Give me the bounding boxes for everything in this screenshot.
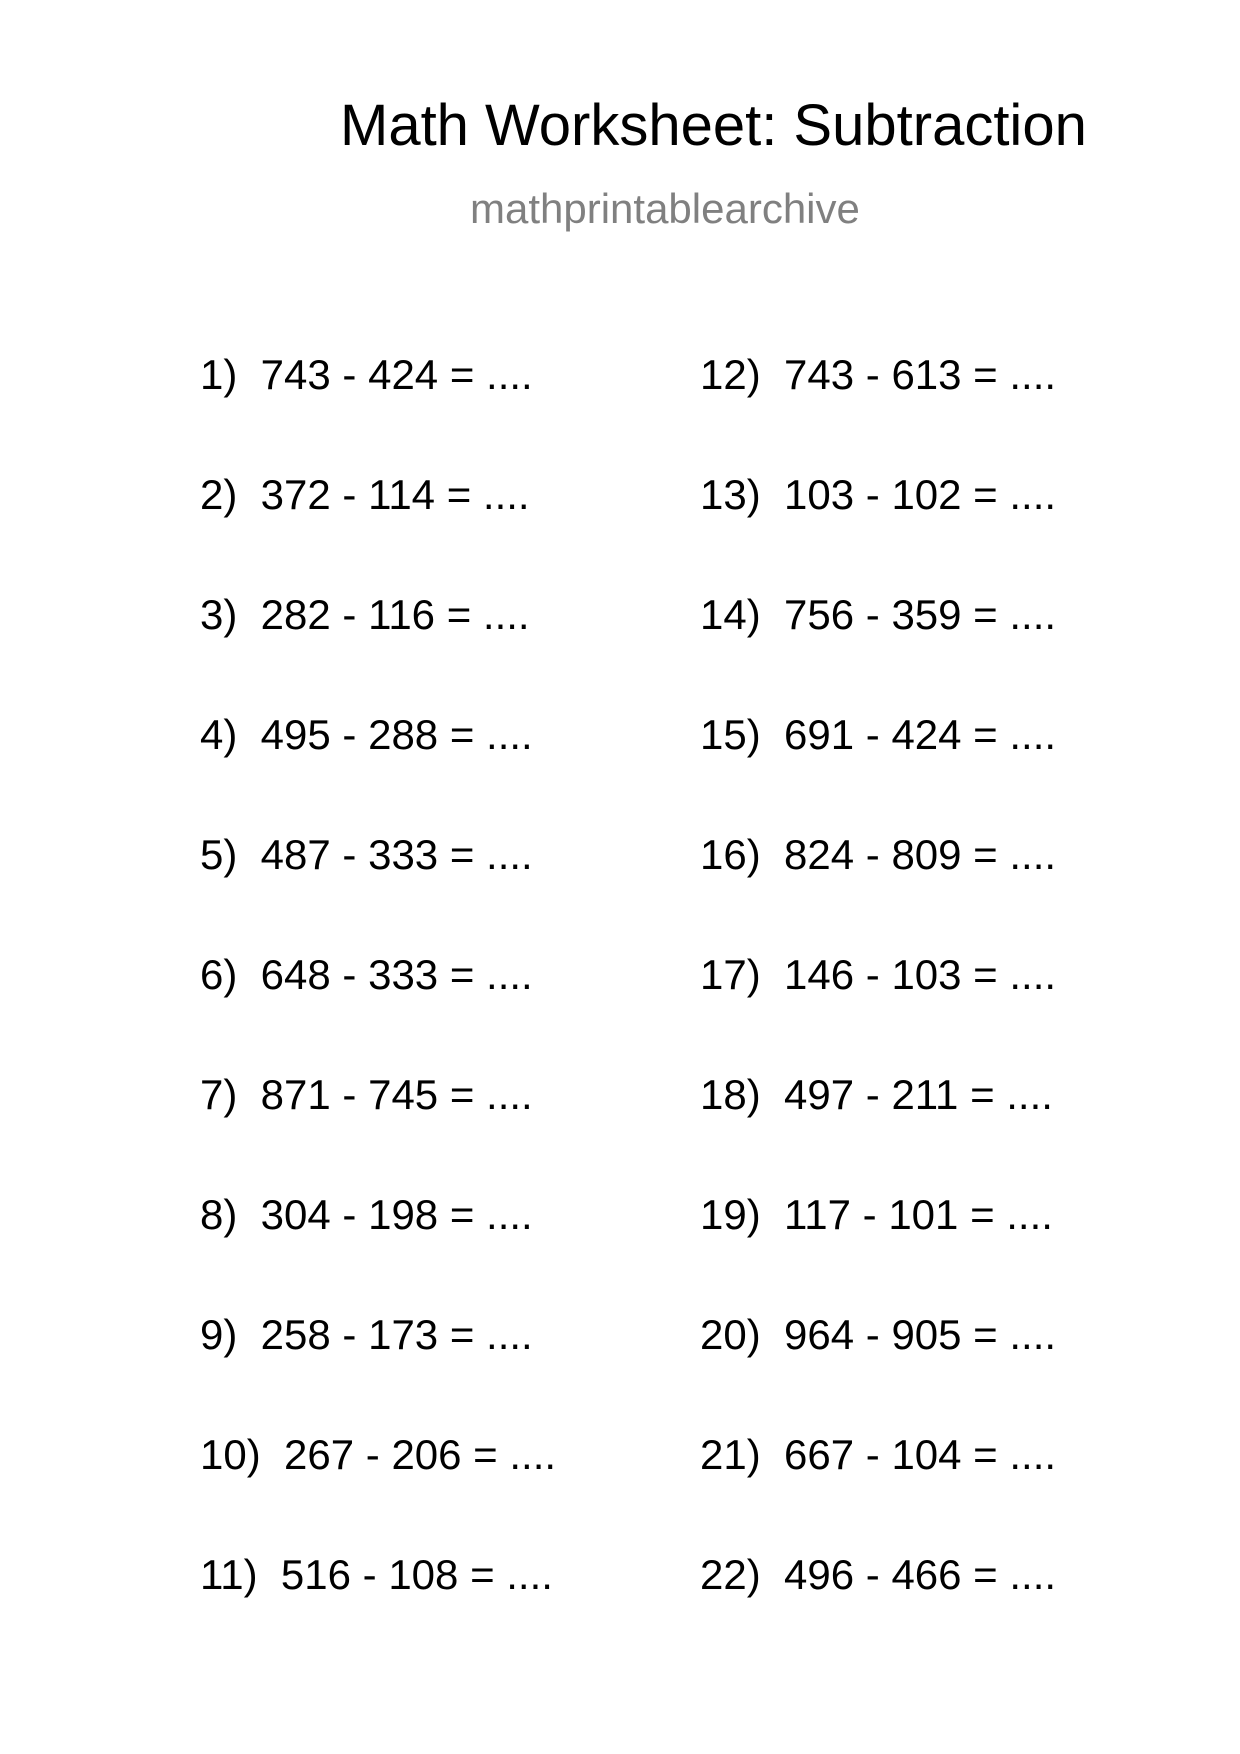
- problem-item: 22) 496 - 466 = ....: [700, 1551, 1057, 1598]
- problem-item: 7) 871 - 745 = ....: [200, 1071, 533, 1118]
- problem-item: 1) 743 - 424 = ....: [200, 351, 533, 398]
- problem-item: 9) 258 - 173 = ....: [200, 1311, 533, 1358]
- problem-item: 3) 282 - 116 = ....: [200, 591, 530, 638]
- problems-column-right: [700, 351, 1056, 1671]
- problem-item: 11) 516 - 108 = ....: [200, 1551, 553, 1598]
- problem-item: 21) 667 - 104 = ....: [700, 1431, 1057, 1478]
- problem-item: 10) 267 - 206 = ....: [200, 1431, 557, 1478]
- problem-item: 14) 756 - 359 = ....: [700, 591, 1057, 638]
- problems-column-left: [200, 351, 556, 1671]
- problem-item: 13) 103 - 102 = ....: [700, 471, 1057, 518]
- problem-item: 16) 824 - 809 = ....: [700, 831, 1057, 878]
- problem-item: 4) 495 - 288 = ....: [200, 711, 533, 758]
- problem-item: 19) 117 - 101 = ....: [700, 1191, 1053, 1238]
- problem-item: 15) 691 - 424 = ....: [700, 711, 1057, 758]
- worksheet-source: mathprintablearchive: [470, 185, 860, 232]
- problem-item: 8) 304 - 198 = ....: [200, 1191, 533, 1238]
- problem-item: 12) 743 - 613 = ....: [700, 351, 1057, 398]
- problem-item: 2) 372 - 114 = ....: [200, 471, 530, 518]
- problem-item: 18) 497 - 211 = ....: [700, 1071, 1053, 1118]
- problem-item: 6) 648 - 333 = ....: [200, 951, 533, 998]
- problem-item: 20) 964 - 905 = ....: [700, 1311, 1057, 1358]
- worksheet-title: Math Worksheet: Subtraction: [340, 93, 1087, 158]
- problem-item: 5) 487 - 333 = ....: [200, 831, 533, 878]
- problem-item: 17) 146 - 103 = ....: [700, 951, 1057, 998]
